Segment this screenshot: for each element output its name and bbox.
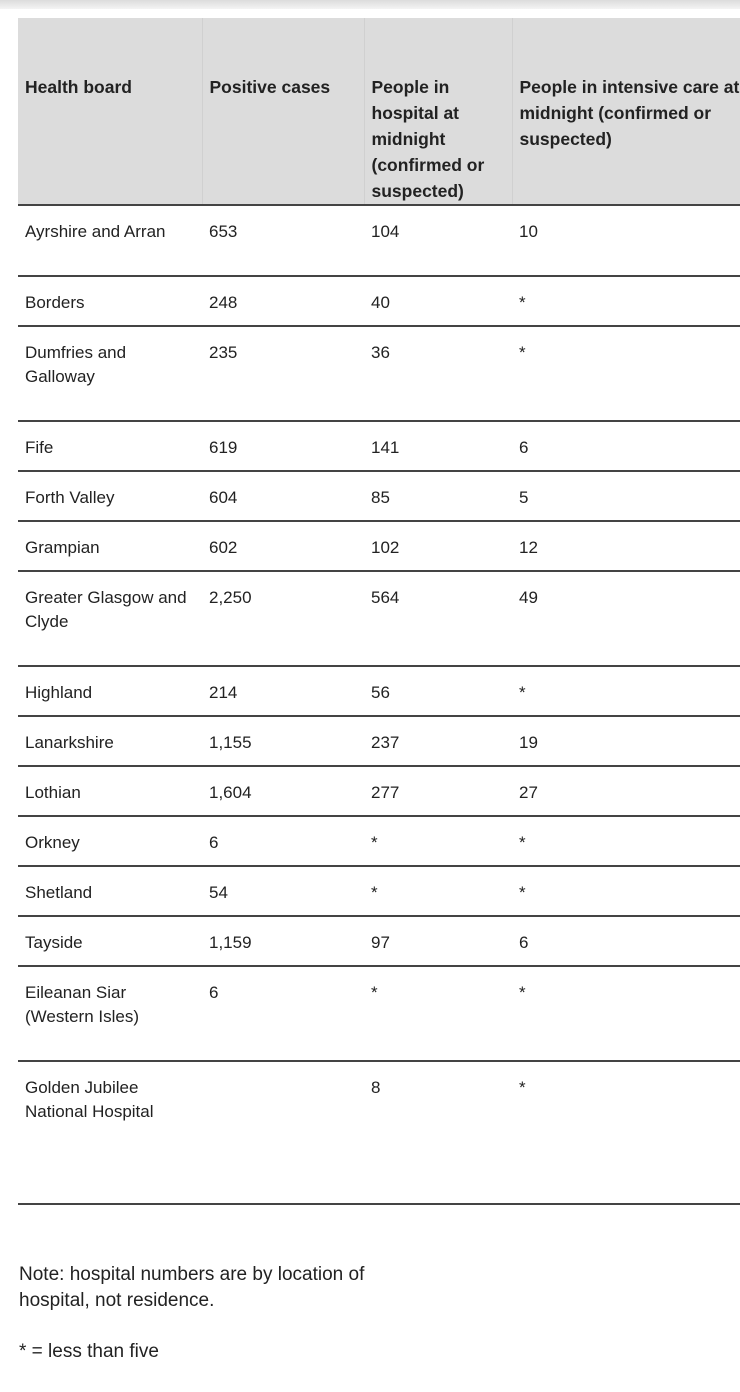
header-people-in-hospital: People in hospital at midnight (confirmed or suspected): [364, 18, 512, 205]
header-people-in-intensive-care: [512, 18, 740, 205]
header-health-board: Health board: [18, 18, 202, 205]
cell-hospital: 104: [364, 205, 512, 276]
cell-health-board: Borders: [18, 276, 202, 326]
cell-positive-cases: 6: [202, 816, 364, 866]
cell-positive-cases: 235: [202, 326, 364, 421]
cell-hospital: 8: [364, 1061, 512, 1204]
table-row: [18, 766, 740, 816]
cell-hospital: 36: [364, 326, 512, 421]
health-board-table-container: [18, 18, 740, 1205]
table-row: [18, 571, 740, 666]
cell-health-board: Tayside: [18, 916, 202, 966]
table-row: [18, 966, 740, 1061]
health-board-table: [18, 18, 740, 1205]
cell-intensive-care: *: [512, 816, 740, 866]
cell-hospital: *: [364, 816, 512, 866]
table-row: [18, 276, 740, 326]
cell-health-board: Dumfries and Galloway: [18, 326, 202, 421]
table-row: [18, 916, 740, 966]
cell-positive-cases: 1,159: [202, 916, 364, 966]
cell-hospital: 97: [364, 916, 512, 966]
header-positive-cases: Positive cases: [202, 18, 364, 205]
cell-positive-cases: 1,604: [202, 766, 364, 816]
cell-intensive-care: 6: [512, 916, 740, 966]
hospital-location-note: Note: hospital numbers are by location of hospital, not residence.: [19, 1264, 365, 1311]
cell-intensive-care: *: [512, 276, 740, 326]
cell-intensive-care: *: [512, 866, 740, 916]
cell-health-board: Orkney: [18, 816, 202, 866]
table-row: [18, 471, 740, 521]
cell-intensive-care: 10: [512, 205, 740, 276]
cell-positive-cases: [202, 1061, 364, 1204]
cell-health-board: Shetland: [18, 866, 202, 916]
cell-hospital: 56: [364, 666, 512, 716]
table-body: [18, 205, 740, 1204]
cell-hospital: 102: [364, 521, 512, 571]
cell-hospital: 40: [364, 276, 512, 326]
cell-health-board: Highland: [18, 666, 202, 716]
cell-hospital: 85: [364, 471, 512, 521]
cell-intensive-care: *: [512, 326, 740, 421]
header-icu-label: People in intensive care at midnight (confirmed or suspected): [519, 77, 740, 149]
cell-health-board: Eileanan Siar (Western Isles): [18, 966, 202, 1061]
cell-positive-cases: 653: [202, 205, 364, 276]
cell-hospital: *: [364, 966, 512, 1061]
cell-intensive-care: 6: [512, 421, 740, 471]
cell-positive-cases: 619: [202, 421, 364, 471]
cell-hospital: 237: [364, 716, 512, 766]
cell-intensive-care: *: [512, 966, 740, 1061]
cell-hospital: 277: [364, 766, 512, 816]
table-row: [18, 1061, 740, 1204]
table-row: [18, 816, 740, 866]
table-row: [18, 205, 740, 276]
table-row: [18, 326, 740, 421]
header-row: [18, 18, 740, 205]
cell-positive-cases: 214: [202, 666, 364, 716]
cell-health-board: Lanarkshire: [18, 716, 202, 766]
cell-positive-cases: 2,250: [202, 571, 364, 666]
cell-health-board: Ayrshire and Arran: [18, 205, 202, 276]
table-row: [18, 866, 740, 916]
table-header: [18, 18, 740, 205]
cell-positive-cases: 1,155: [202, 716, 364, 766]
cell-hospital: *: [364, 866, 512, 916]
cell-positive-cases: 604: [202, 471, 364, 521]
table-row: [18, 716, 740, 766]
cell-health-board: Greater Glasgow and Clyde: [18, 571, 202, 666]
cell-health-board: Grampian: [18, 521, 202, 571]
asterisk-legend: * = less than five: [19, 1341, 159, 1362]
top-shadow-bar: [0, 0, 740, 9]
cell-hospital: 141: [364, 421, 512, 471]
cell-hospital: 564: [364, 571, 512, 666]
cell-intensive-care: 19: [512, 716, 740, 766]
cell-health-board: Forth Valley: [18, 471, 202, 521]
cell-intensive-care: 27: [512, 766, 740, 816]
cell-health-board: Lothian: [18, 766, 202, 816]
cell-positive-cases: 602: [202, 521, 364, 571]
cell-intensive-care: 5: [512, 471, 740, 521]
cell-positive-cases: 248: [202, 276, 364, 326]
cell-health-board: Golden Jubilee National Hospital: [18, 1061, 202, 1204]
cell-intensive-care: *: [512, 1061, 740, 1204]
cell-health-board: Fife: [18, 421, 202, 471]
cell-positive-cases: 6: [202, 966, 364, 1061]
table-row: [18, 666, 740, 716]
cell-intensive-care: *: [512, 666, 740, 716]
table-row: [18, 521, 740, 571]
table-row: [18, 421, 740, 471]
cell-intensive-care: 49: [512, 571, 740, 666]
cell-positive-cases: 54: [202, 866, 364, 916]
cell-intensive-care: 12: [512, 521, 740, 571]
